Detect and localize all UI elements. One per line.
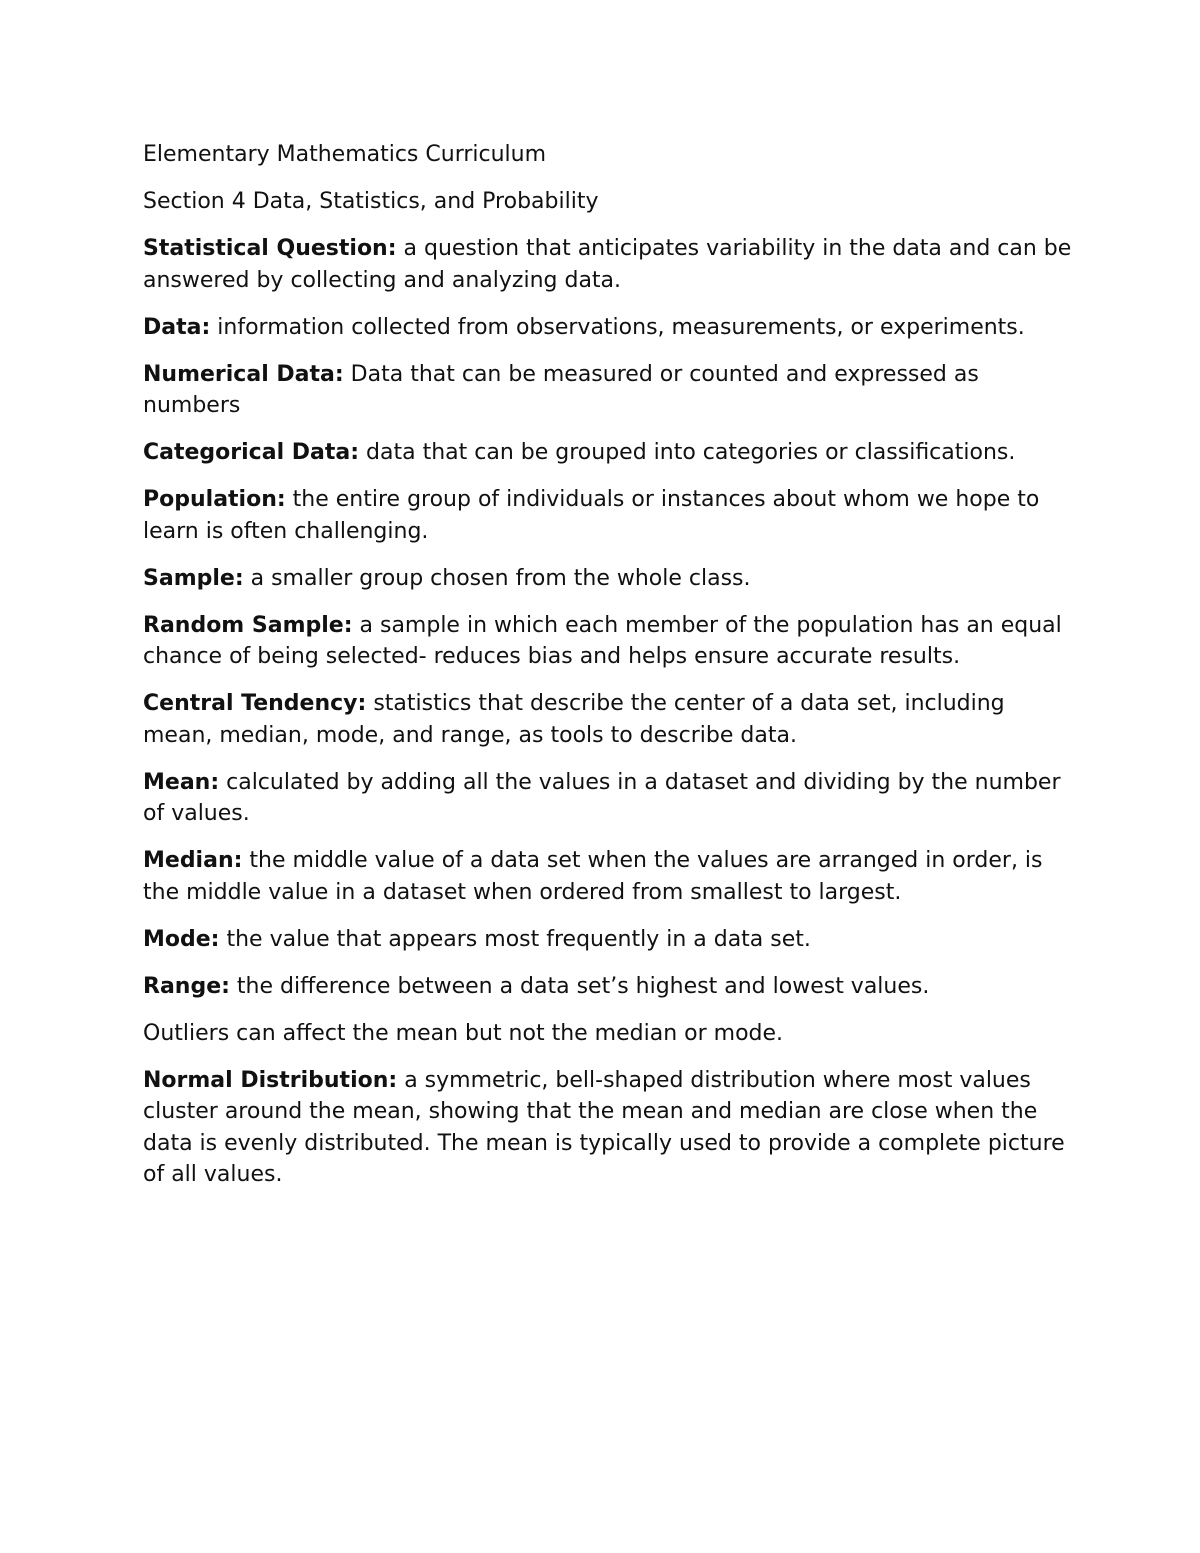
term-definition: the difference between a data set’s highest and lowest values. bbox=[229, 973, 930, 999]
glossary-entry-categorical-data bbox=[143, 437, 1073, 469]
term-definition: a question that anticipates variability in the data and can be answered by collecting and analyzing data. bbox=[143, 236, 1072, 293]
term-definition: data that can be grouped into categories or classifications. bbox=[359, 440, 1016, 465]
term-definition: the middle value of a data set when the values are arranged in order, is the middle value in a dataset when ordered from smallest to largest. bbox=[143, 848, 1043, 905]
term-label: Normal Distribution: bbox=[143, 1067, 398, 1093]
term-definition: a smaller group chosen from the whole class. bbox=[243, 565, 751, 591]
term-label: Range: bbox=[143, 973, 230, 999]
term-label: Mean: bbox=[143, 769, 220, 795]
term-label: Central Tendency: bbox=[143, 691, 367, 716]
glossary-entry-range bbox=[143, 971, 1073, 1003]
term-label: Numerical Data: bbox=[143, 361, 344, 387]
document-body bbox=[143, 139, 1073, 1206]
term-label: Population: bbox=[143, 487, 286, 512]
glossary-entry-data bbox=[143, 312, 1073, 344]
term-label: Mode: bbox=[143, 926, 220, 952]
glossary-entry-sample bbox=[143, 563, 1073, 595]
term-definition: calculated by adding all the values in a dataset and dividing by the number of values. bbox=[143, 769, 1061, 826]
glossary-entry-central-tendency bbox=[143, 688, 1073, 751]
section-heading: Section 4 Data, Statistics, and Probability bbox=[143, 189, 599, 214]
term-label: Categorical Data: bbox=[143, 440, 360, 465]
document-title: Elementary Mathematics Curriculum bbox=[143, 142, 547, 167]
glossary-entry-random-sample bbox=[143, 610, 1073, 673]
glossary-entry-numerical-data bbox=[143, 359, 1073, 422]
term-label: Statistical Question: bbox=[143, 236, 397, 261]
term-definition: the value that appears most frequently in a data set. bbox=[219, 926, 811, 952]
term-definition: information collected from observations, measurements, or experiments. bbox=[210, 314, 1025, 340]
glossary-entry-population bbox=[143, 484, 1073, 547]
glossary-entry-median bbox=[143, 845, 1073, 908]
term-label: Random Sample: bbox=[143, 612, 353, 638]
term-definition: the entire group of individuals or instances about whom we hope to learn is often challenging. bbox=[143, 487, 1040, 544]
term-definition: Data that can be measured or counted and expressed as numbers bbox=[143, 361, 979, 418]
term-label: Sample: bbox=[143, 565, 244, 591]
term-definition: a symmetric, bell-shaped distribution where most values cluster around the mean, showing that the mean and median are close when the data is evenly distributed. The mean is typically used to provide a complete picture of all values. bbox=[143, 1067, 1065, 1187]
glossary-entry-mode bbox=[143, 924, 1073, 956]
term-definition: statistics that describe the center of a data set, including mean, median, mode, and range, as tools to describe data. bbox=[143, 691, 1005, 748]
term-definition: a sample in which each member of the population has an equal chance of being selected- reduces bias and helps ensure accurate results. bbox=[143, 612, 1062, 669]
glossary-entry-mean bbox=[143, 767, 1073, 830]
term-label: Data: bbox=[143, 314, 211, 340]
term-label: Median: bbox=[143, 848, 243, 873]
glossary-entry-normal-distribution bbox=[143, 1065, 1073, 1191]
glossary-entry-statistical-question bbox=[143, 233, 1073, 296]
outliers-note: Outliers can affect the mean but not the median or mode. bbox=[143, 1020, 784, 1046]
